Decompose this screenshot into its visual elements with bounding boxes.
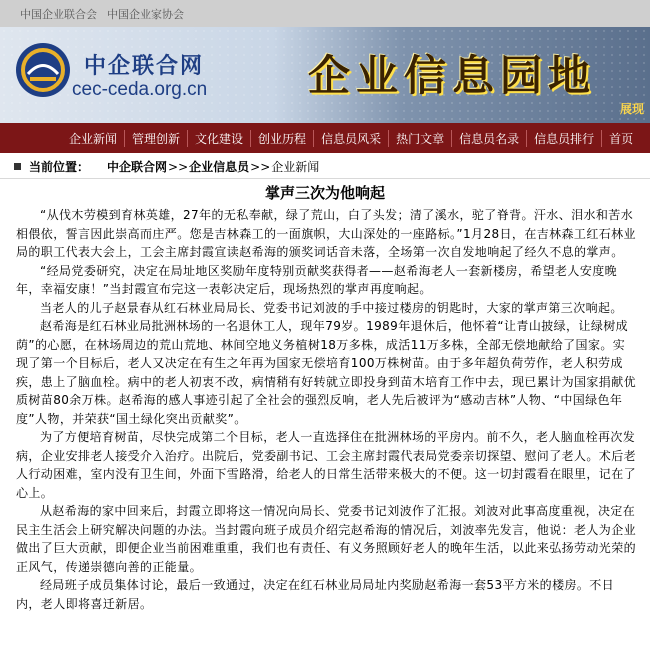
breadcrumb-separator: >> [250, 159, 271, 174]
article-paragraph: 从赵希海的家中回来后，封霞立即将这一情况向局长、党委书记刘波作了汇报。刘波对此事高度重视，决定在民主生活会上研究解决问题的办法。当封霞向班子成员介绍完赵希海的情况后，刘波率先发言，他说：老人为企业做出了巨大贡献，即便企业当前困难重重，我们也有责任、有义务照顾好老人的晚年生活，以此来弘扬劳动光荣的正风气，传递崇德向善的正能量。 [16, 504, 637, 574]
article-paragraph: “从伐木劳模到育林英雄，27年的无私奉献，绿了荒山，白了头发；清了溪水，驼了脊背。汗水、泪水和苦水相偎依，誓言因此崇高而庄严。您是吉林森工的一面旗帜，大山深处的一座路标。”1月28日，在吉林森工红石林业局的职工代表大会上，工会主席封霞宣读赵希海的颁奖词话音未落，全场第一次自发地响起了经久不息的掌声。 [16, 208, 636, 259]
banner-title: 企业信息园地 [308, 51, 597, 100]
breadcrumb-separator: >> [168, 159, 189, 174]
article-paragraph: 为了方便培育树苗，尽快完成第二个目标，老人一直选择住在批洲林场的平房内。前不久，老人脑血栓再次发病，企业安排老人接受介入治疗。出院后，党委副书记、工会主席封霞代表局党委亲切探望、慰问了老人。术后老人行动困难，室内没有卫生间，外面下雪路滑，给老人的日常生活带来极大的不便。这一切封霞看在眼里，记在了心上。 [16, 430, 637, 500]
square-bullet-icon [14, 163, 21, 170]
nav-correspondent-list[interactable]: 信息员名录 [451, 130, 526, 147]
cec-logo-icon[interactable] [14, 41, 72, 99]
article-paragraph: “经局党委研究，决定在局址地区奖励年度特别贡献奖获得者——赵希海老人一套新楼房，希望老人安度晚年，幸福安康！”当封霞宣布完这一表彰决定后，现场热烈的掌声再度响起。 [16, 263, 618, 296]
nav-home[interactable]: 首页 [601, 130, 640, 147]
nav-history[interactable]: 创业历程 [250, 130, 313, 147]
article-title: 掌声三次为他响起 [264, 184, 385, 202]
article-paragraph: 赵希海是红石林业局批洲林场的一名退休工人，现年79岁。1989年退休后，他怀着“让青山披绿，让绿树成荫”的心愿，在林场周边的荒山荒地、林间空地义务植树18万多株，成活11万多株，全部无偿地献给了国家。实现了第一个目标后，老人又决定在有生之年再为国家无偿培育100万株树苗。由于多年超负荷劳作，老人积劳成疾，患上了脑血栓。病中的老人初衷不改，病情稍有好转就立即投身到苗木培育工作中去，现已累计为国家捐献优质树苗80余万株。赵希海的感人事迹引起了全社会的强烈反响，老人先后被评为“感动吉林”人物、“中国绿色年度”人物，并荣获“国土绿化突出贡献奖”。 [16, 319, 637, 426]
breadcrumb-label: 当前位置： [29, 160, 90, 174]
top-link-cec[interactable]: 中国企业联合会 [20, 7, 97, 21]
nav-culture[interactable]: 文化建设 [187, 130, 250, 147]
article-body [16, 206, 636, 613]
breadcrumb [0, 155, 650, 179]
header-banner [0, 27, 650, 123]
nav-correspondent-profile[interactable]: 信息员风采 [313, 130, 388, 147]
breadcrumb-current: 企业新闻 [271, 160, 320, 174]
article-paragraph: 经局班子成员集体讨论，最后一致通过，决定在红石林业局局址内奖励赵希海一套53平方米的楼房。不日内，老人即将喜迁新居。 [16, 578, 615, 611]
site-name[interactable]: 中企联合网 [84, 54, 205, 79]
main-nav [0, 123, 650, 153]
banner-subtitle: 展现 [619, 102, 644, 116]
nav-management-innovation[interactable]: 管理创新 [124, 130, 187, 147]
nav-hot-articles[interactable]: 热门文章 [388, 130, 451, 147]
article-paragraph: 当老人的儿子赵景春从红石林业局局长、党委书记刘波的手中接过楼房的钥匙时，大家的掌声第三次响起。 [40, 300, 623, 315]
site-domain[interactable]: cec-ceda.org.cn [72, 79, 208, 100]
top-link-ceda[interactable]: 中国企业家协会 [107, 7, 184, 21]
breadcrumb-link-correspondent[interactable]: 企业信息员 [189, 160, 250, 174]
nav-enterprise-news[interactable]: 企业新闻 [69, 131, 118, 146]
breadcrumb-link-site[interactable]: 中企联合网 [107, 160, 168, 174]
top-link-bar [0, 0, 650, 27]
nav-correspondent-ranking[interactable]: 信息员排行 [526, 130, 601, 147]
